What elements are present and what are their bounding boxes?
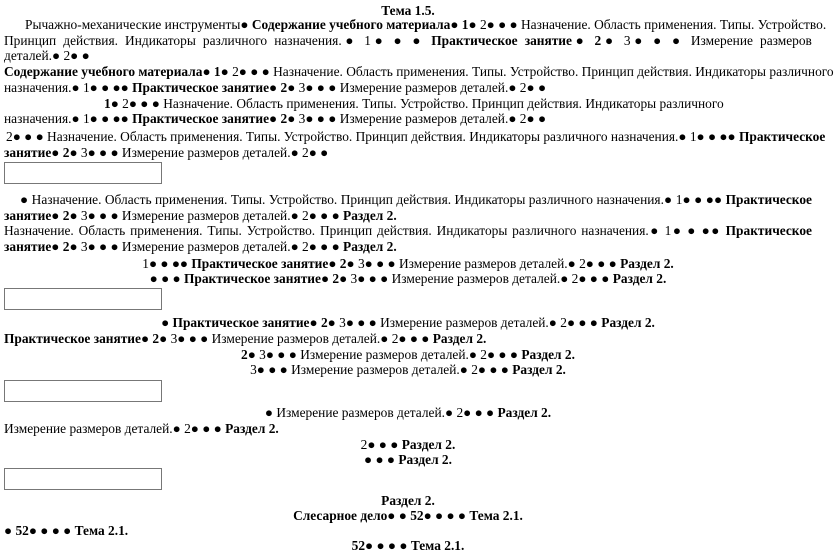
content-line-22: 2● ● ● Раздел 2. xyxy=(360,437,456,452)
content-line-1: Рычажно-механические инструменты● Содержание учебного материала● 1● 2● ● ● Назначение. Область применения. Типы. Устройство. xyxy=(25,17,827,32)
empty-cell-box xyxy=(4,162,162,184)
topic-title: Тема 1.5. xyxy=(381,3,435,18)
content-line-14: 1● ● ●● Практическое занятие● 2● 3● ● ● Измерение размеров деталей.● 2● ● ● Раздел 2. xyxy=(142,256,674,271)
content-line-8: 2● ● ● Назначение. Область применения. Типы. Устройство. Принцип действия. Индикаторы различного назначения.● 1● ● ●● Практическое xyxy=(6,129,826,144)
section-heading: Раздел 2. xyxy=(381,493,435,508)
content-line-26: 52● ● ● ● Тема 2.1. xyxy=(351,538,465,553)
empty-cell-box xyxy=(4,380,162,402)
content-line-16: ● Практическое занятие● 2● 3● ● ● Измерение размеров деталей.● 2● ● ● Раздел 2. xyxy=(161,315,655,330)
content-line-21: Измерение размеров деталей.● 2● ● ● Раздел 2. xyxy=(4,421,279,436)
empty-cell-box xyxy=(4,468,162,490)
content-line-6: 1● 2● ● ● Назначение. Область применения. Типы. Устройство. Принцип действия. Индикаторы различного xyxy=(104,96,724,111)
content-line-20: ● Измерение размеров деталей.● 2● ● ● Раздел 2. xyxy=(264,405,552,420)
content-line-7: назначения.● 1● ● ●● Практическое занятие● 2● 3● ● ● Измерение размеров деталей.● 2● ● xyxy=(4,111,547,126)
empty-cell-box xyxy=(4,288,162,310)
content-line-15: ● ● ● Практическое занятие● 2● 3● ● ● Измерение размеров деталей.● 2● ● ● Раздел 2. xyxy=(149,271,667,286)
content-line-12: Назначение. Область применения. Типы. Устройство. Принцип действия. Индикаторы различного назначения.● 1● ● ●● Практическое xyxy=(4,223,812,238)
content-line-13: занятие● 2● 3● ● ● Измерение размеров деталей.● 2● ● ● Раздел 2. xyxy=(4,239,397,254)
content-line-3: деталей.● 2● ● xyxy=(4,48,90,63)
content-line-11: занятие● 2● 3● ● ● Измерение размеров деталей.● 2● ● ● Раздел 2. xyxy=(4,208,397,223)
content-line-9: занятие● 2● 3● ● ● Измерение размеров деталей.● 2● ● xyxy=(4,145,329,160)
content-line-5: назначения.● 1● ● ●● Практическое занятие● 2● 3● ● ● Измерение размеров деталей.● 2● ● xyxy=(4,80,547,95)
content-line-23: ● ● ● Раздел 2. xyxy=(364,452,452,467)
content-line-4: Содержание учебного материала● 1● 2● ● ● Назначение. Область применения. Типы. Устройство. Принцип действия. Индикаторы различного xyxy=(4,64,834,79)
content-line-2: Принцип действия. Индикаторы различного назначения.● 1● ● ● Практическое занятие● 2● 3● ● ● Измерение размеров xyxy=(4,33,812,48)
content-line-10: ● Назначение. Область применения. Типы. Устройство. Принцип действия. Индикаторы различного назначения.● 1● ● ●● Практическое xyxy=(20,192,812,207)
content-line-24: Слесарное дело● ● 52● ● ● ● Тема 2.1. xyxy=(293,508,523,523)
content-line-19: 3● ● ● Измерение размеров деталей.● 2● ● ● Раздел 2. xyxy=(250,362,566,377)
content-line-18: 2● 3● ● ● Измерение размеров деталей.● 2● ● ● Раздел 2. xyxy=(241,347,575,362)
content-line-25: ● 52● ● ● ● Тема 2.1. xyxy=(4,523,129,538)
content-line-17: Практическое занятие● 2● 3● ● ● Измерение размеров деталей.● 2● ● ● Раздел 2. xyxy=(4,331,487,346)
